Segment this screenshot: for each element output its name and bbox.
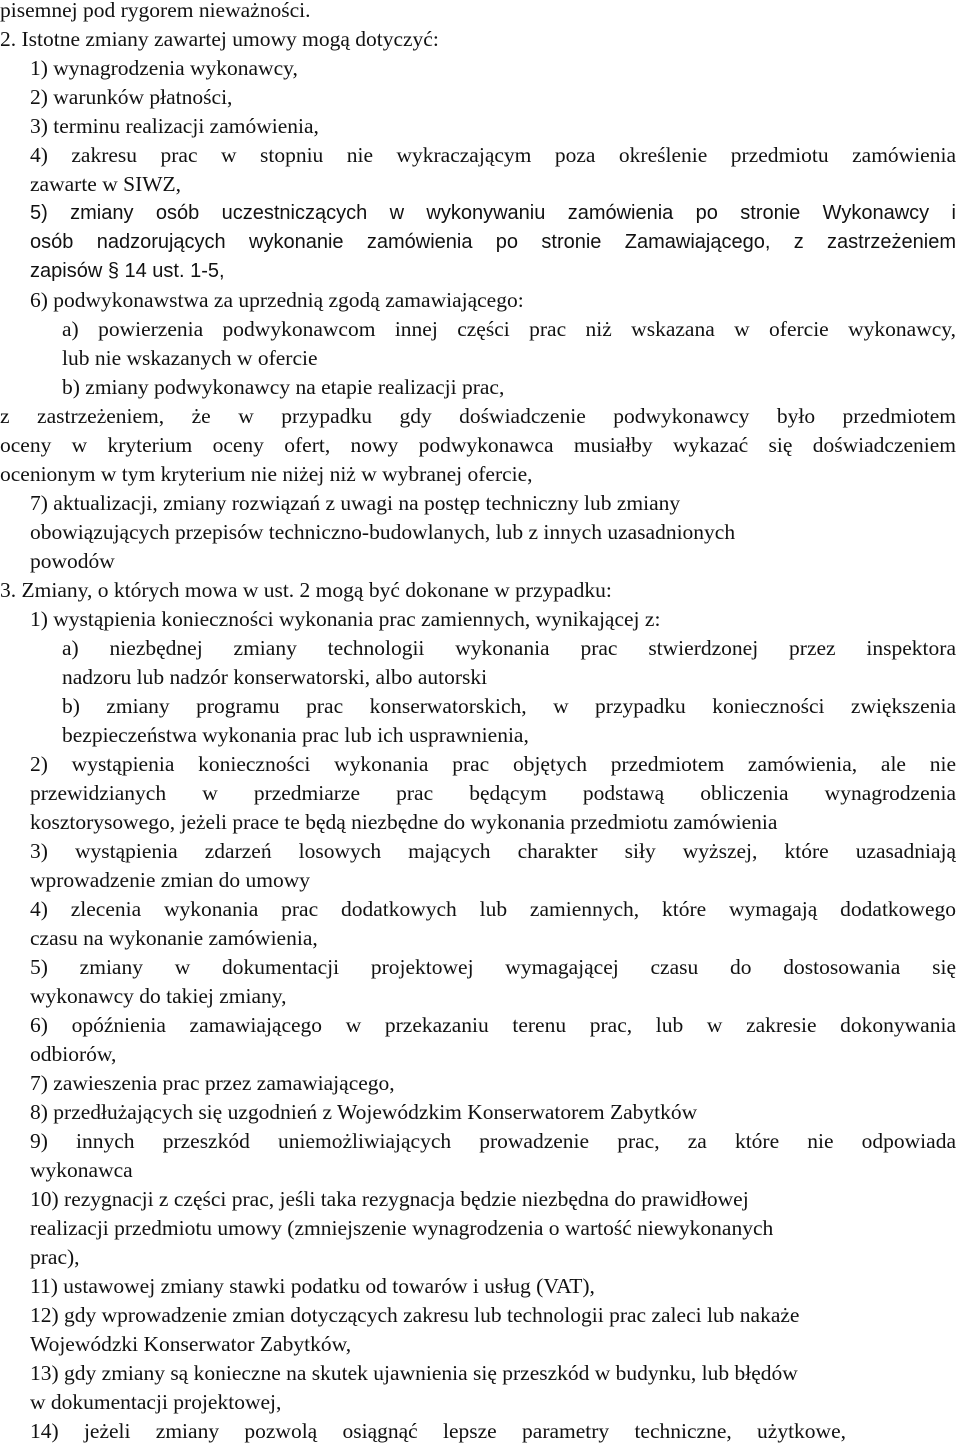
list-item: 4) zakresu prac w stopniu nie wykraczającym poza określenie przedmiotu zamówienia [30,143,956,167]
list-item: 9) innych przeszkód uniemożliwiających prowadzenie prac, za które nie odpowiada [30,1129,956,1153]
sub-list-item: b) zmiany podwykonawcy na etapie realizacji prac, [62,375,505,399]
list-item-continuation: w dokumentacji projektowej, [30,1390,282,1414]
list-item: 12) gdy wprowadzenie zmian dotyczących zakresu lub technologii prac zaleci lub nakaże [30,1303,800,1327]
list-item-continuation: zawarte w SIWZ, [30,172,182,196]
list-item-continuation: realizacji przedmiotu umowy (zmniejszenie wynagrodzenia o wartość niewykonanych [30,1216,774,1240]
list-item-continuation: obowiązujących przepisów techniczno-budowlanych, lub z innych uzasadnionych [30,520,736,544]
list-item: 6) podwykonawstwa za uprzednią zgodą zamawiającego: [30,288,524,312]
list-item-continuation: wprowadzenie zmian do umowy [30,868,311,892]
sub-list-item: a) powierzenia podwykonawcom innej części prac niż wskazana w ofercie wykonawcy, [62,317,956,341]
list-item-continuation: osób nadzorujących wykonanie zamówienia po stronie Zamawiającego, z zastrzeżeniem [30,231,956,253]
section-heading: 3. Zmiany, o których mowa w ust. 2 mogą być dokonane w przypadku: [0,578,612,602]
list-item-continuation: zapisów § 14 ust. 1-5, [30,260,225,282]
text-line: oceny w kryterium oceny ofert, nowy podwykonawca musiałby wykazać się doświadczeniem [0,433,956,457]
list-item: 2) wystąpienia konieczności wykonania prac objętych przedmiotem zamówienia, ale nie [30,752,956,776]
list-item-continuation: Wojewódzki Konserwator Zabytków, [30,1332,352,1356]
list-item-continuation: powodów [30,549,115,573]
list-item-continuation: prac), [30,1245,80,1269]
list-item-continuation: wykonawcy do takiej zmiany, [30,984,287,1008]
list-item-continuation: przewidzianych w przedmiarze prac będącym podstawą obliczenia wynagrodzenia [30,781,956,805]
section-heading: 2. Istotne zmiany zawartej umowy mogą dotyczyć: [0,27,439,51]
text-line: pisemnej pod rygorem nieważności. [0,0,311,22]
sub-list-item: a) niezbędnej zmiany technologii wykonania prac stwierdzonej przez inspektora [62,636,956,660]
sub-list-item: b) zmiany programu prac konserwatorskich, w przypadku konieczności zwiększenia [62,694,956,718]
text-line: ocenionym w tym kryterium nie niżej niż w wybranej ofercie, [0,462,533,486]
list-item: 7) aktualizacji, zmiany rozwiązań z uwagi na postęp techniczny lub zmiany [30,491,681,515]
list-item-continuation: kosztorysowego, jeżeli prace te będą niezbędne do wykonania przedmiotu zamówienia [30,810,778,834]
text-line: z zastrzeżeniem, że w przypadku gdy doświadczenie podwykonawcy było przedmiotem [0,404,956,428]
sub-list-item-continuation: lub nie wskazanych w ofercie [62,346,318,370]
sub-list-item-continuation: nadzoru lub nadzór konserwatorski, albo autorski [62,665,488,689]
list-item: 5) zmiany osób uczestniczących w wykonywaniu zamówienia po stronie Wykonawcy i [30,202,956,224]
list-item: 1) wynagrodzenia wykonawcy, [30,56,298,80]
list-item-continuation: odbiorów, [30,1042,117,1066]
sub-list-item-continuation: bezpieczeństwa wykonania prac lub ich usprawnienia, [62,723,529,747]
list-item: 5) zmiany w dokumentacji projektowej wymagającej czasu do dostosowania się [30,955,956,979]
list-item-continuation: wykonawca [30,1158,133,1182]
list-item: 4) zlecenia wykonania prac dodatkowych lub zamiennych, które wymagają dodatkowego [30,897,956,921]
list-item: 14) jeżeli zmiany pozwolą osiągnąć lepsze parametry techniczne, użytkowe, [30,1419,846,1443]
list-item: 10) rezygnacji z części prac, jeśli taka rezygnacja będzie niezbędna do prawidłowej [30,1187,749,1211]
list-item: 13) gdy zmiany są konieczne na skutek ujawnienia się przeszkód w budynku, lub błędów [30,1361,798,1385]
list-item: 7) zawieszenia prac przez zamawiającego, [30,1071,395,1095]
list-item: 2) warunków płatności, [30,85,233,109]
list-item: 11) ustawowej zmiany stawki podatku od towarów i usług (VAT), [30,1274,595,1298]
list-item: 3) terminu realizacji zamówienia, [30,114,319,138]
list-item: 8) przedłużających się uzgodnień z Wojewódzkim Konserwatorem Zabytków [30,1100,698,1124]
list-item: 6) opóźnienia zamawiającego w przekazaniu terenu prac, lub w zakresie dokonywania [30,1013,956,1037]
list-item: 3) wystąpienia zdarzeń losowych mających charakter siły wyższej, które uzasadniają [30,839,956,863]
list-item-continuation: czasu na wykonanie zamówienia, [30,926,318,950]
list-item: 1) wystąpienia konieczności wykonania prac zamiennych, wynikającej z: [30,607,661,631]
